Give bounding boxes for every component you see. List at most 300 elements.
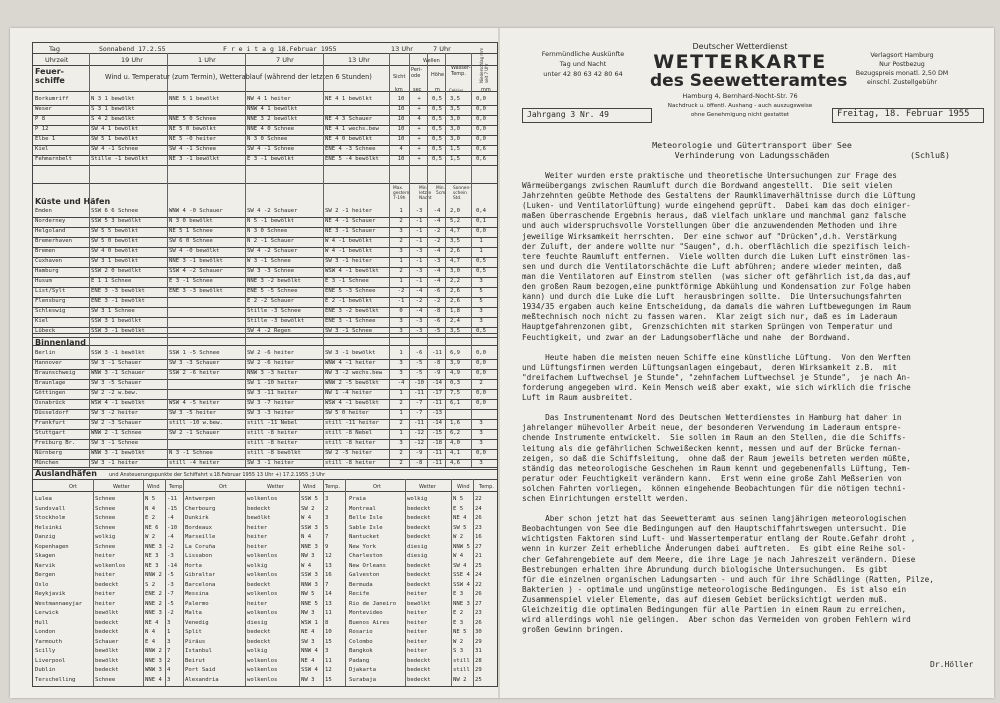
kueste-cell: -4 — [433, 208, 441, 214]
binnenland-cell: 1 — [399, 410, 403, 416]
binnenland-cell: -14 — [431, 420, 443, 426]
kueste-cell: ENE 3 -1 Schnee — [325, 318, 376, 324]
ausland-cell: Terschelling — [35, 676, 76, 683]
ausland-cell: 22 — [475, 581, 482, 588]
table-column-rule — [165, 479, 166, 686]
hoehe-label: Höhe — [431, 72, 445, 78]
kueste-cell: Bremen — [35, 248, 56, 254]
table-column-rule — [143, 479, 144, 686]
kueste-cell: -6 — [433, 318, 441, 324]
article-line: Weiter wurden erste praktische und theoretische Untersuchungen zur Frage des — [522, 171, 897, 180]
ausland-cell: NNE 4 — [145, 676, 162, 683]
article-line: großen Gewinn bringen. — [522, 625, 624, 635]
kueste-title: Küste und Häfen — [35, 197, 111, 206]
ausland-cell: 24 — [475, 505, 482, 512]
binnenland-cell: 2 — [399, 420, 403, 426]
jahrgang-box — [522, 108, 652, 123]
kueste-cell: -1 — [415, 258, 423, 264]
ausland-cell: Schnee — [95, 515, 116, 521]
ausland-cell: 14 — [325, 591, 332, 597]
ausland-cell: SW 5 — [453, 524, 467, 531]
ausland-cell: W 4 — [301, 515, 312, 521]
article-line: Feuchtigkeit, und zwar an der Ladungsoberfläche und nahe der Bordwand. — [522, 332, 851, 342]
ausland-cell: bedeckt — [407, 657, 431, 664]
ausland-cell: bedeckt — [95, 581, 119, 588]
binnenland-cell: 4,6 — [449, 460, 461, 466]
ausland-cell: 3 — [325, 496, 329, 502]
kueste-cell: N 3 0 Schnee — [247, 228, 288, 234]
ausland-cell: NNE 3 — [301, 543, 318, 550]
ausland-cell: Surabaja — [349, 676, 376, 683]
ausland-row — [33, 495, 497, 505]
feuerschiff-cell: E 3 -1 bewölkt — [247, 156, 295, 162]
feuerschiff-cell: NE 4 3 Schauer — [325, 116, 373, 122]
ausland-cell: Marseille — [185, 534, 216, 540]
ausland-cell: Charleston — [349, 553, 383, 559]
binnenland-cell: 1 — [399, 350, 403, 356]
ausland-cell: Nantucket — [349, 534, 380, 540]
ausland-wind-3: Wind — [457, 484, 470, 490]
ausland-cell: wolkenlos — [247, 676, 278, 683]
binnenland-cell: -17 — [431, 390, 443, 396]
article-title: Meteorologie und Gütertransport über See — [652, 140, 852, 150]
date-box — [832, 108, 984, 123]
ausland-cell: Schnee — [95, 496, 116, 502]
ausland-cell: Piräus — [185, 638, 206, 645]
feuerschiff-cell: S 4 2 bewölkt — [91, 116, 135, 122]
time-13: 13 Uhr — [348, 56, 370, 64]
binnenland-cell: SSW 3 -1 bewölkt — [91, 350, 145, 356]
ausland-cell: NNE 3 — [145, 657, 162, 664]
ausland-cell: bedeckt — [407, 667, 431, 673]
binnenland-cell: Göttingen — [35, 390, 66, 396]
binnenland-cell: still -4 heiter — [169, 460, 220, 466]
ausland-cell: Lissabon — [185, 553, 212, 559]
ausland-cell: 12 — [325, 667, 332, 673]
ausland-cell: WNW 3 — [145, 667, 162, 673]
ausland-cell: -2 — [167, 543, 174, 550]
ausland-cell: bedeckt — [247, 638, 271, 645]
binnenland-cell: -13 — [431, 410, 443, 416]
article-line: wichtigsten Faktoren sind Luft- und Wassertemperatur entlang der Route.Gefahr droht , — [522, 534, 916, 544]
kueste-cell: SW 3 1 bewölkt — [91, 258, 139, 264]
feuerschiff-cell: 1,5 — [449, 156, 461, 162]
feuerschiff-cell: 3,0 — [449, 126, 461, 132]
kueste-cell: ENE 3 -2 bewölkt — [325, 308, 379, 314]
feuerschiff-cell: 3,5 — [449, 106, 461, 112]
table-column-rule — [89, 53, 90, 467]
binnenland-cell: N 3 -1 Schnee — [169, 450, 213, 456]
ausland-cell: 22 — [475, 496, 482, 502]
mm-unit: mm — [481, 87, 491, 93]
ausland-cell: N 5 — [453, 496, 464, 502]
kueste-cell: W 3 -1 Schnee — [247, 258, 291, 264]
article-line: Zusammenspiel vieler Elemente, das auf diesem Gebiet berücksichtigt werden muß. — [522, 594, 888, 604]
ausland-cell: SSW 4 — [453, 581, 470, 588]
ausland-cell: 27 — [475, 543, 482, 550]
kueste-cell: W 4 -1 bewölkt — [325, 248, 373, 254]
ausland-cell: NNE 3 — [145, 543, 162, 550]
binnenland-cell: NW 3 -2 wechs.bew — [325, 370, 383, 376]
article-line: Aber schon jetzt hat das Seewetteramt aus seinen langjährigen meteorologischen — [522, 514, 907, 524]
binnenland-cell: 6,2 — [449, 430, 461, 436]
kueste-cell: 3,5 — [449, 328, 461, 334]
table-column-rule — [299, 479, 300, 686]
kueste-cell: Norderney — [35, 218, 66, 224]
binnenland-cell: 1,6 — [449, 420, 461, 426]
kueste-cell: Cuxhaven — [35, 258, 62, 264]
ausland-cell: 3 — [325, 515, 329, 521]
ausland-cell: NW 2 — [453, 676, 467, 683]
ausland-cell: bedeckt — [407, 572, 431, 578]
ausland-cell: Gibraltar — [185, 572, 216, 578]
ausland-cell: heiter — [95, 572, 116, 578]
ausland-row — [33, 647, 497, 657]
kueste-cell: -3 — [415, 318, 423, 324]
binnenland-cell: SW 3 -7 heiter — [247, 400, 295, 406]
ausland-cell: Montreal — [349, 505, 376, 512]
kueste-cell: 1 — [399, 258, 403, 264]
kueste-cell: 3 — [479, 318, 483, 324]
feuerschiff-cell: Kiel — [35, 146, 49, 152]
ausland-cell: 4 — [167, 667, 171, 673]
ausland-cell: -5 — [167, 600, 174, 607]
kueste-cell: -1 — [415, 228, 423, 234]
binnenland-cell: 2 — [399, 460, 403, 466]
ausland-cell: W 2 — [145, 534, 156, 540]
feuerschiff-cell: 0,5 — [431, 146, 443, 152]
ausland-cell: 16 — [325, 572, 332, 578]
table-rule — [33, 479, 497, 480]
feuerschiff-cell: + — [417, 136, 421, 142]
ausland-cell: Rio de Janeiro — [349, 600, 397, 607]
ausland-cell: -10 — [167, 524, 178, 531]
ausland-cell: -3 — [167, 581, 174, 588]
binnenland-cell: Hannover — [35, 360, 62, 366]
binnenland-cell: -4 — [397, 380, 405, 386]
binnenland-cell: SW 2 -2 w.bew. — [91, 390, 139, 396]
ausland-wetter-1: Wetter — [113, 484, 130, 490]
binnenland-cell: 3 — [479, 430, 483, 436]
binnenland-cell: 0,0 — [475, 350, 487, 356]
binnenland-cell: 3,9 — [449, 360, 461, 366]
ausland-cell: bewölkt — [95, 648, 119, 654]
periode-unit: sec — [413, 87, 422, 93]
ausland-cell: 23 — [475, 524, 482, 531]
kueste-cell: 0 — [399, 308, 403, 314]
binnenland-cell: SW 1 -10 heiter — [247, 380, 298, 386]
ausland-row — [33, 657, 497, 667]
ausland-cell: heiter — [247, 543, 268, 550]
article-line: man die Ventilatoren auf Einstrom stellen (was sicher oft gefährlich ist,da das,auf — [522, 271, 911, 281]
ausland-cell: Recife — [349, 591, 370, 597]
binnenland-cell: still -8 Nebel — [325, 430, 373, 436]
ausland-cell: 16 — [475, 534, 482, 540]
time-13b: 13 Uhr — [391, 45, 413, 53]
feuerschiff-cell: S 3 1 bewölkt — [91, 106, 135, 112]
kueste-cell: -4 — [433, 218, 441, 224]
feuerschiff-cell: 0,0 — [475, 126, 487, 132]
ausland-row — [33, 676, 497, 686]
kueste-cell: SW 2 -1 heiter — [325, 208, 373, 214]
binnenland-cell: WNW 2 -5 bewölkt — [325, 380, 379, 386]
kueste-cell: 2,6 — [449, 298, 461, 304]
issue-date: Freitag, 18. Februar 1955 — [837, 109, 970, 119]
ausland-cell: 24 — [475, 572, 482, 578]
ausland-cell: NE 5 — [453, 629, 467, 635]
article-line: Beobachtungen von See die Bedingungen auf den Hauptschiffahrtswegen untersucht. Die — [522, 524, 907, 534]
ausland-cell: NE 3 — [145, 562, 159, 569]
ausland-cell: -15 — [167, 505, 178, 512]
feuerschiff-cell: NW 4 1 heiter — [247, 96, 291, 102]
kueste-cell: 5 — [479, 298, 483, 304]
ausland-row — [33, 562, 497, 572]
binnenland-cell: 0,0 — [475, 450, 487, 456]
ausland-row — [33, 571, 497, 581]
article-line: Hauptgefahrenzonen gibt, Grenzschichten mit starken Sprüngen von Temperatur und — [522, 322, 893, 332]
ausland-cell: Malta — [185, 610, 202, 616]
table-rule — [33, 491, 497, 492]
binnenland-cell: -5 — [415, 360, 423, 366]
binnenland-cell: Frankfurt — [35, 420, 66, 426]
ausland-cell: still — [453, 657, 470, 664]
table-column-rule — [389, 53, 390, 467]
kueste-cell: NE 5 1 Schnee — [169, 228, 213, 234]
ausland-cell: -2 — [167, 610, 174, 616]
ausland-temp-1: Temp. — [169, 484, 184, 490]
kueste-cell: ENE 3 -1 bewölkt — [91, 298, 145, 304]
article-line: Heute haben die meisten neuen Schiffe eine künstliche Lüftung. Von den Werften — [522, 352, 911, 362]
ausland-cell: SW 4 — [453, 562, 467, 569]
ausland-cell: E 5 — [453, 505, 464, 512]
kueste-cell: -1 — [415, 278, 423, 284]
kueste-cell: WNW 4 -0 Schauer — [169, 208, 223, 214]
kueste-cell: SW 6 0 Schnee — [169, 238, 213, 244]
ausland-cell: bewölkt — [95, 610, 119, 616]
kueste-cell: SW 4 -2 Schauer — [247, 208, 298, 214]
kueste-cell: SW 4 -2 Regen — [247, 328, 291, 334]
ausland-cell: heiter — [407, 638, 428, 645]
ausland-cell: E 2 — [145, 515, 156, 521]
binnenland-cell: SW 3 -2 heiter — [91, 410, 139, 416]
feuerschiff-cell: + — [417, 146, 421, 152]
ausland-cell: Messina — [185, 591, 209, 597]
feuerschiff-cell: 10 — [397, 156, 405, 162]
binnenland-cell: SW 3 -1 Schauer — [91, 360, 142, 366]
ausland-cell: Port Said — [185, 667, 216, 673]
article-line: "dreifachem Luftwechsel je Stunde", "zehnfachem Luftwechsel je Stunde", je nach An- — [522, 372, 911, 382]
table-column-rule — [183, 479, 184, 686]
ausland-cell: bedeckt — [407, 581, 431, 588]
kueste-cell: SSW 6 6 Schnee — [91, 208, 139, 214]
verlag-line-2: Nur Postbezug — [879, 61, 925, 68]
binnenland-cell: 0,0 — [475, 370, 487, 376]
ausland-cell: heiter — [247, 524, 268, 531]
binnenland-cell: WNW 3 -1 bewölkt — [91, 450, 145, 456]
feuerschiff-cell: ENE 5 -4 bewölkt — [325, 156, 379, 162]
ausland-cell: W 2 — [453, 534, 464, 540]
article-line: Jahrzehnten geübte Methode des Gestaltens der Raumklimaverhältnisse durch die Lüftung — [522, 191, 916, 201]
table-column-rule — [245, 479, 246, 686]
ausland-cell: W 2 — [453, 638, 464, 645]
ausland-cell: Danzig — [35, 534, 56, 540]
binnenland-cell: -7 — [415, 400, 423, 406]
binnenland-cell: still -10 w.bew. — [169, 420, 223, 426]
ausland-cell: heiter — [407, 610, 428, 616]
table-column-rule — [473, 479, 474, 686]
ausland-cell: Horta — [185, 562, 202, 569]
kueste-cell: -4 — [433, 268, 441, 274]
kueste-cell: List/Sylt — [35, 288, 66, 294]
kueste-cell: -2 — [415, 298, 423, 304]
article-line: sen und durch die Ventilatorschächte die Luft abführen; andere wieder meinten, daß — [522, 261, 902, 271]
ausland-cell: -11 — [167, 496, 178, 502]
feuerschiff-cell: 0,0 — [475, 96, 487, 102]
wasser-unit: Celsius — [449, 88, 464, 93]
ausland-cell: Praia — [349, 496, 366, 502]
binnenland-cell: 4,0 — [449, 440, 461, 446]
ausland-row — [33, 600, 497, 610]
ausland-cell: NNW 5 — [453, 543, 470, 550]
ausland-cell: bedeckt — [407, 534, 431, 540]
binnenland-cell: SSW 2 -6 heiter — [169, 370, 220, 376]
ausland-cell: 5 — [325, 524, 329, 531]
kueste-cell: SSW 5 3 bewölkt — [91, 218, 142, 224]
ausland-cell: 9 — [325, 543, 329, 550]
ausland-title: Auslandhäfen — [35, 469, 97, 478]
time-19: 19 Uhr — [121, 56, 143, 64]
table-column-rule — [427, 53, 428, 467]
table-column-rule — [323, 53, 324, 467]
binnenland-cell: -9 — [415, 450, 423, 456]
table-column-rule — [245, 53, 246, 467]
contact-line-1: Tag und Nacht — [559, 60, 607, 68]
ausland-cell: 28 — [475, 657, 482, 664]
binnenland-cell: -11 — [431, 450, 443, 456]
kueste-cell: E 2 -1 bewölkt — [325, 298, 373, 304]
article-line: und auch widerspruchsvolle Vorstellungen über die anzuwendenden Methoden und ihre — [522, 221, 897, 231]
binnenland-cell: SW 2 -5 heiter — [325, 450, 373, 456]
ausland-cell: Hull — [35, 619, 49, 626]
kueste-cell: ENE 5 -5 Schnee — [247, 288, 298, 294]
ausland-row — [33, 514, 497, 524]
verlag-line-3: Bezugspreis monatl. 2,50 DM — [855, 70, 949, 77]
ausland-cell: Liverpool — [35, 657, 66, 664]
kueste-cell: -2 — [397, 288, 405, 294]
feuerschiff-cell: 4 — [399, 146, 403, 152]
feuerschiff-cell: NNE 5 1 bewölkt — [169, 96, 220, 102]
ausland-cell: -4 — [167, 515, 174, 521]
ausland-cell: heiter — [95, 600, 116, 607]
ausland-cell: Colombo — [349, 638, 373, 645]
ausland-cell: Djakarta — [349, 667, 376, 673]
kueste-cell: 3 — [399, 318, 403, 324]
binnenland-cell: 2 — [399, 450, 403, 456]
binnenland-cell: -5 — [415, 370, 423, 376]
feuerschiff-cell: 0,5 — [431, 156, 443, 162]
contact-line-2: unter 42 80 63 42 80 64 — [543, 70, 623, 78]
kueste-cell: Emden — [35, 208, 52, 214]
table-column-rule — [323, 479, 324, 686]
ausland-cell: N 5 — [145, 496, 156, 502]
ausland-cell: wolkig — [247, 562, 268, 569]
binnenland-cell: Freiburg Br. — [35, 440, 76, 446]
ausland-cell: NE 4 — [301, 629, 315, 635]
binnenland-cell: SW 2 -1 Schauer — [169, 430, 220, 436]
table-column-rule — [445, 53, 446, 467]
ausland-cell: bedeckt — [407, 505, 431, 512]
kueste-cell: 2 — [399, 268, 403, 274]
kueste-cell: E 2 -2 Schauer — [247, 298, 295, 304]
kueste-cell: SSW 2 0 bewölkt — [91, 268, 142, 274]
binnenland-cell: 4,1 — [449, 450, 461, 456]
ausland-cell: 7 — [325, 581, 329, 588]
ausland-row — [33, 552, 497, 562]
feuerschiff-cell: NNE 5 0 Schnee — [169, 116, 217, 122]
ausland-cell: 10 — [325, 629, 332, 635]
kueste-cell: 1 — [479, 248, 483, 254]
binnenland-cell: SW 3 -3 Schauer — [169, 360, 220, 366]
article-line: peratur oder Feuchtigkeit verändern kann. Erst wenn eine große Zahl Meßserien von — [522, 473, 902, 483]
binnenland-cell: -11 — [431, 460, 443, 466]
ausland-cell: NNE 2 — [145, 600, 162, 607]
binnenland-cell: SW 3 -1 Schnee — [91, 440, 139, 446]
binnenland-cell: 1 — [399, 430, 403, 436]
feuerschiff-cell: NE 3 -1 bewölkt — [169, 156, 220, 162]
binnenland-cell: still -11 heiter — [325, 420, 379, 426]
kueste-cell: 2,4 — [449, 318, 461, 324]
kueste-cell: -1 — [415, 238, 423, 244]
ausland-cell: 8 — [325, 619, 329, 626]
periode-label: Peri- ode — [411, 67, 423, 79]
ausland-cell: 26 — [475, 619, 482, 626]
kueste-cell: 3,0 — [449, 268, 461, 274]
ausland-ort-3: Ort — [373, 484, 381, 490]
ausland-row — [33, 628, 497, 638]
table-column-rule — [405, 479, 406, 686]
feuerschiff-cell: + — [417, 126, 421, 132]
ausland-cell: N 4 — [301, 534, 312, 540]
kueste-cell: -1 — [415, 218, 423, 224]
kueste-cell: -1 — [397, 298, 405, 304]
binnenland-cell: 4,9 — [449, 370, 461, 376]
ausland-cell: wolkenlos — [247, 572, 278, 578]
kueste-cell: 3 — [399, 248, 403, 254]
ausland-cell: E 2 — [453, 610, 464, 616]
min-label: Min. letzte Nacht — [419, 186, 432, 201]
reprint-note-1: Nachdruck u. öffentl. Aushang - auch auszugsweise — [667, 103, 813, 109]
address: Hamburg 4, Bernhard-Nocht-Str. 76 — [682, 92, 798, 100]
binnenland-cell: -11 — [431, 400, 443, 406]
binnenland-cell: WNW 4 -1 heiter — [325, 360, 376, 366]
ausland-cell: Padang — [349, 657, 370, 664]
ausland-cell: SW 3 — [301, 638, 315, 645]
max-label: Max. gestern 7-19h — [393, 186, 410, 201]
ausland-cell: Alexandria — [185, 676, 219, 683]
ausland-cell: diesig — [247, 619, 268, 626]
feuerschiff-cell: 10 — [397, 96, 405, 102]
article-line: jeweilige Wirksamkeit herrschten. Der eine schwor auf "Drücken",d.h. Verstärkung — [522, 231, 897, 241]
feuerschiff-cell: ENE 4 -3 Schnee — [325, 146, 376, 152]
article-line: schen Einrichtungen erstellt werden. — [522, 494, 689, 503]
binnenland-cell: still -8 heiter — [247, 440, 298, 446]
ausland-cell: 25 — [475, 676, 482, 683]
kueste-cell: Schleswig — [35, 308, 66, 314]
kueste-cell: 2 — [399, 238, 403, 244]
binnenland-cell: still -8 heiter — [325, 440, 376, 446]
ausland-cell: bedeckt — [95, 619, 119, 626]
kueste-cell: 0,4 — [475, 208, 487, 214]
